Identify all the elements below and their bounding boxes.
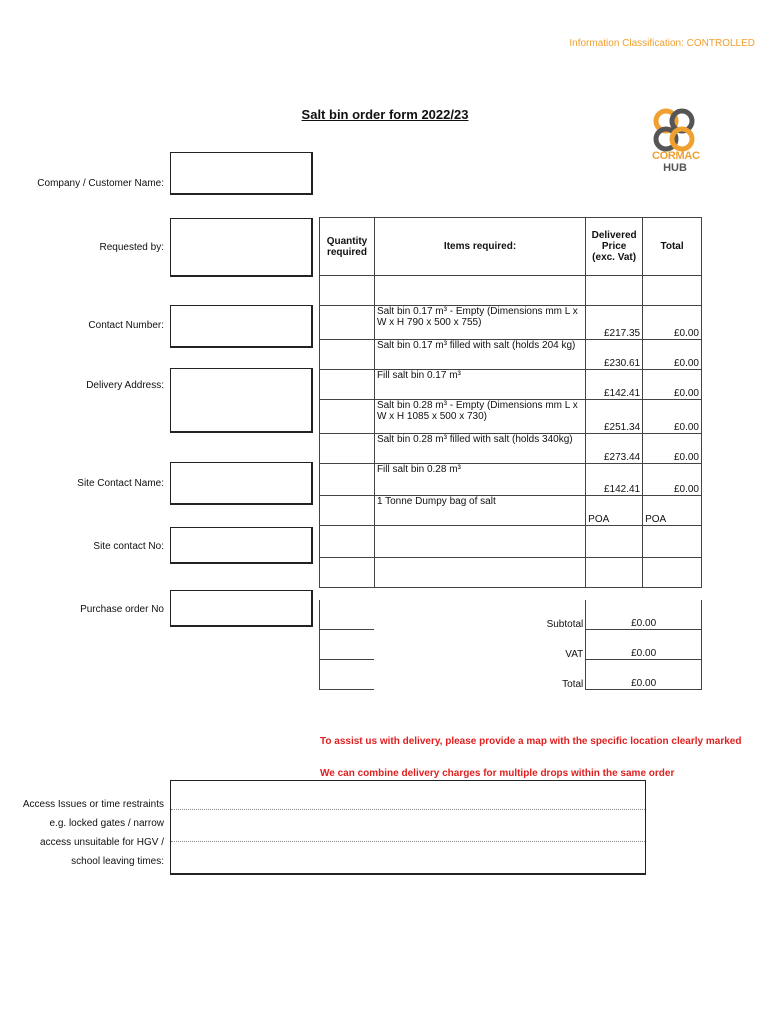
site-contact-no-field[interactable] — [170, 527, 313, 564]
item-total: £0.00 — [643, 340, 702, 370]
item-description: Salt bin 0.17 m³ filled with salt (holds 204 kg) — [374, 340, 585, 370]
item-price: £230.61 — [586, 340, 643, 370]
requested-by-label: Requested by: — [99, 242, 164, 253]
order-table — [319, 217, 702, 588]
page-title: Salt bin order form 2022/23 — [301, 107, 469, 122]
table-row — [320, 306, 702, 340]
summary-table — [319, 600, 702, 690]
requested-by-field[interactable] — [170, 218, 313, 277]
vat-value: £0.00 — [586, 630, 702, 660]
item-description: Salt bin 0.28 m³ filled with salt (holds 340kg) — [374, 434, 585, 464]
access-issues-label: Access Issues or time restraints e.g. locked gates / narrow access unsuitable for HGV / school leaving times: — [22, 799, 164, 867]
items-header: Items required: — [374, 218, 585, 276]
site-contact-no-label: Site contact No: — [93, 541, 164, 552]
item-price: £142.41 — [586, 464, 643, 496]
quantity-cell[interactable] — [320, 496, 375, 526]
quantity-cell[interactable] — [320, 370, 375, 400]
item-total: £0.00 — [643, 306, 702, 340]
item-price: £142.41 — [586, 370, 643, 400]
quantity-cell[interactable] — [320, 276, 375, 306]
item-price: £217.35 — [586, 306, 643, 340]
vat-row — [320, 630, 702, 660]
delivery-address-field[interactable] — [170, 368, 313, 433]
delivery-address-label: Delivery Address: — [86, 380, 164, 391]
item-price: POA — [586, 496, 643, 526]
map-note: To assist us with delivery, please provide a map with the specific location clearly marked — [320, 736, 742, 747]
subtotal-value: £0.00 — [586, 600, 702, 630]
quantity-cell[interactable] — [320, 434, 375, 464]
quantity-header: Quantity required — [320, 218, 375, 276]
contact-number-label: Contact Number: — [88, 320, 164, 331]
table-row — [320, 496, 702, 526]
item-description: Fill salt bin 0.28 m³ — [374, 464, 585, 496]
access-issues-field[interactable] — [170, 780, 646, 875]
item-total: £0.00 — [643, 434, 702, 464]
logo-text-hub: HUB — [663, 162, 687, 174]
item-description: 1 Tonne Dumpy bag of salt — [374, 496, 585, 526]
item-price: £273.44 — [586, 434, 643, 464]
grand-total-value: £0.00 — [586, 660, 702, 690]
table-row — [320, 400, 702, 434]
site-contact-name-label: Site Contact Name: — [77, 478, 164, 489]
grand-total-label: Total — [374, 660, 585, 690]
site-contact-name-field[interactable] — [170, 462, 313, 505]
quantity-cell[interactable] — [320, 340, 375, 370]
item-description: Salt bin 0.28 m³ - Empty (Dimensions mm L x W x H 1085 x 500 x 730) — [374, 400, 585, 434]
subtotal-row — [320, 600, 702, 630]
item-total: POA — [643, 496, 702, 526]
company-label: Company / Customer Name: — [37, 178, 164, 189]
item-price: £251.34 — [586, 400, 643, 434]
combine-note: We can combine delivery charges for multiple drops within the same order — [320, 768, 675, 779]
item-description: Salt bin 0.17 m³ - Empty (Dimensions mm L x W x H 790 x 500 x 755) — [374, 306, 585, 340]
purchase-order-field[interactable] — [170, 590, 313, 627]
grand-total-row — [320, 660, 702, 690]
table-row — [320, 340, 702, 370]
total-header: Total — [643, 218, 702, 276]
item-total: £0.00 — [643, 400, 702, 434]
table-row — [320, 464, 702, 496]
item-total: £0.00 — [643, 370, 702, 400]
vat-label: VAT — [374, 630, 585, 660]
item-description: Fill salt bin 0.17 m³ — [374, 370, 585, 400]
logo-text-cormac: CORMAC — [652, 150, 700, 162]
quantity-cell[interactable] — [320, 306, 375, 340]
quantity-cell[interactable] — [320, 526, 375, 558]
quantity-cell[interactable] — [320, 400, 375, 434]
item-total: £0.00 — [643, 464, 702, 496]
quantity-cell[interactable] — [320, 558, 375, 588]
quantity-cell[interactable] — [320, 464, 375, 496]
table-row — [320, 434, 702, 464]
purchase-order-label: Purchase order No — [80, 604, 164, 615]
subtotal-label: Subtotal — [374, 600, 585, 630]
price-header: Delivered Price (exc. Vat) — [586, 218, 643, 276]
table-row — [320, 370, 702, 400]
company-field[interactable] — [170, 152, 313, 195]
contact-number-field[interactable] — [170, 305, 313, 348]
classification-label: Information Classification: CONTROLLED — [569, 38, 755, 49]
